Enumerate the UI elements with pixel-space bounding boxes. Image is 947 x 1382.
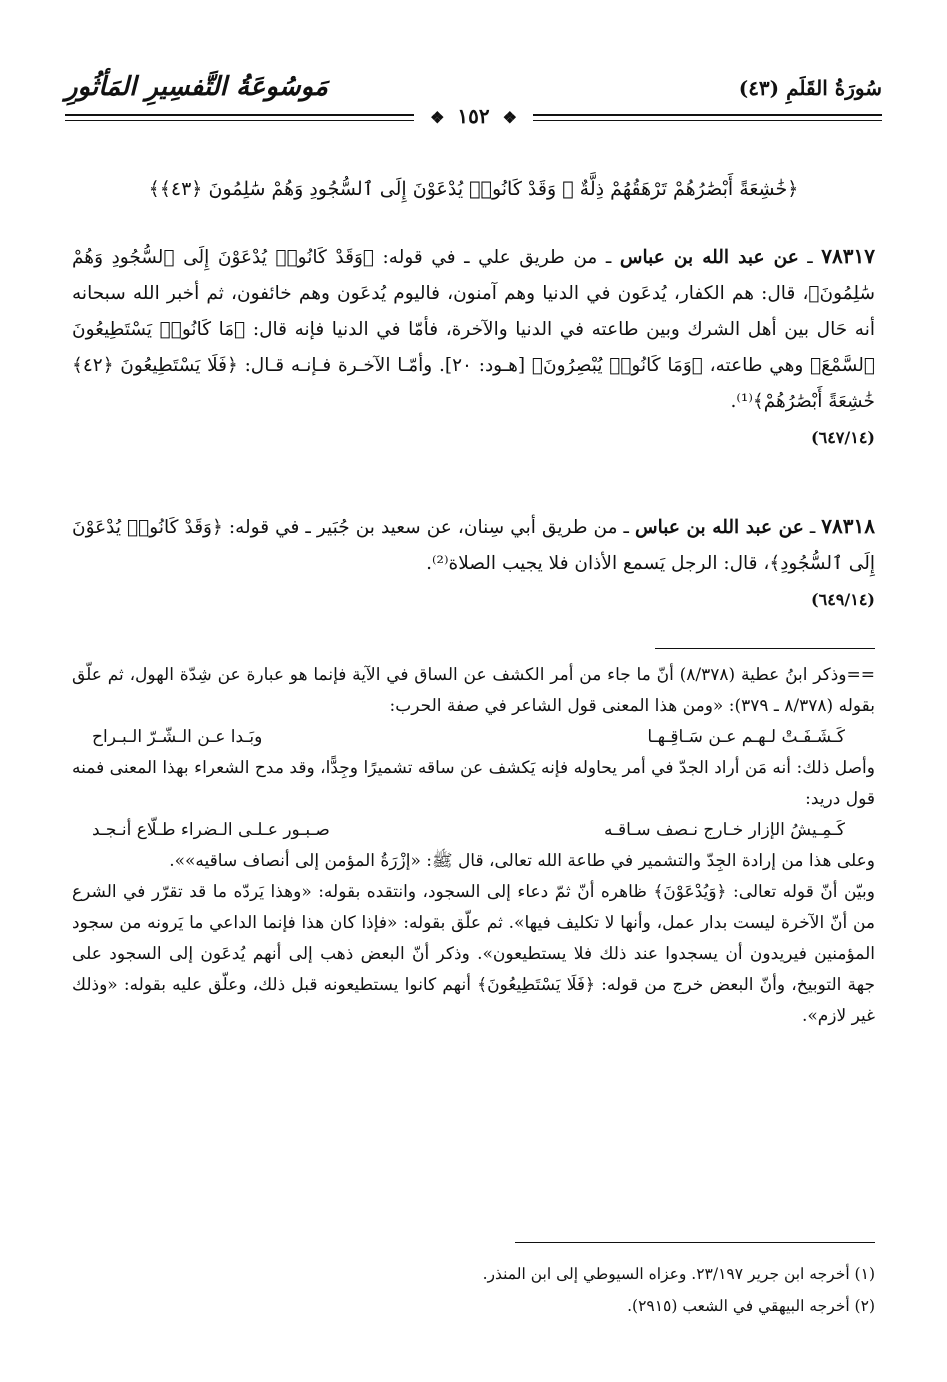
commentary-text: وعلى هذا من إرادة الجِدّ والتشمير في طاعة الله تعالى، قال ﷺ: «إزْرَةُ المؤمن إلى أنصاف ساقيه»». bbox=[169, 851, 875, 871]
entry-number: ٧٨٣١٨ bbox=[821, 514, 876, 538]
footnotes bbox=[72, 1258, 875, 1322]
commentary-text: وبيّن أنّ قوله تعالى: ﴿وَيُدْعَوْنَ﴾ ظاهره أنّ ثمّ دعاء إلى السجود، وانتقده بقوله: «وهذا يَردّه ما قد تقرّر في الشرع من أنّ الآخرة ليست بدار عمل، وأنها لا تكليف فيها». ثم علّق بقوله: «فإذا كان هذا فإنما الداعي ما يَرونه من سجود المؤمنين فيريدون أن يسجدوا عند ذلك فلا يستطيعون». وذكر أنّ البعض ذهب إلى أنهم يُدعَون إلى السجود على جهة التوبيخ، وأنّ البعض خرج من قوله: ﴿فَلَا يَسْتَطِيعُونَ﴾ أنهم كانوا يستطيعونه قبل ذلك، وعلّق عليه بقوله: «وذلك غير لازم». bbox=[72, 882, 875, 1026]
quran-verse: ﴿خَٰشِعَةً أَبْصَٰرُهُمْ تَرْهَقُهُمْ ذِلَّةٌ ۖ وَقَدْ كَانُوا۟ يُدْعَوْنَ إِلَى ٱلسُّجُودِ وَهُمْ سَٰلِمُونَ ﴿٤٣﴾﴾ bbox=[148, 178, 799, 200]
ornament-icon: ❖ bbox=[502, 108, 517, 127]
ornament-icon: ❖ bbox=[430, 108, 445, 127]
poem-verse bbox=[72, 815, 875, 846]
page-header bbox=[65, 62, 882, 132]
commentary-intro bbox=[72, 660, 875, 722]
entry-narrator: عن عبد الله بن عباس bbox=[635, 517, 804, 538]
poem-hemistich: وبَـدا عـن الـشّـرّ الـبـراح bbox=[92, 727, 263, 747]
commentary-block bbox=[72, 660, 875, 1032]
entry-reference: (٦٤٩/١٤) bbox=[811, 590, 875, 609]
entry-reference: (٦٤٧/١٤) bbox=[811, 428, 875, 447]
entry-text: ـ من طريق علي ـ في قوله: ﴿وَقَدْ كَانُوا۟ يُدْعَوْنَ إِلَى ٱلسُّجُودِ وَهُمْ سَٰلِمُونَ﴾، قال: هم الكفار، يُدعَون في الدنيا وهم آمنون، فاليوم يُدعَون وهم خائفون، ثم أخبر الله سبحانه أنه حَال بين أهل الشرك وبين طاعته في الدنيا والآخرة، فأمّا في الدنيا فإنه قال: ﴿مَا كَانُوا۟ يَسْتَطِيعُونَ ٱلسَّمْعَ﴾ وهي طاعته، ﴿وَمَا كَانُوا۟ يُبْصِرُونَ﴾ [هـود: ٢٠]. وأمّـا الآخـرة فـإنـه قـال: ﴿فَلَا يَسْتَطِيعُونَ ﴿٤٢﴾ خَٰشِعَةً أَبْصَٰرُهُمْ﴾⁽¹⁾. bbox=[72, 247, 875, 412]
poem-hemistich: كَـشَـفَـتْ لـهـم عـن سَـاقِـهـا bbox=[647, 727, 845, 747]
book-title: مَوسُوعَةُ التَّفسِيرِ المَأثُورِ bbox=[65, 72, 328, 102]
commentary-text: وأصل ذلك: أنه مَن أراد الجدّ في أمر يحاوله فإنه يَكشف عن ساقه تشميرًا وجِدًّا، وقد مدح الشعراء بهذا المعنى فمنه قول دريد: bbox=[72, 758, 875, 809]
narration-entry: ٧٨٣١٧ ـ عن عبد الله بن عباس ـ من طريق علي ـ في قوله: ﴿وَقَدْ كَانُوا۟ يُدْعَوْنَ إِلَى ٱلسُّجُودِ وَهُمْ سَٰلِمُونَ﴾، قال: هم الكفار، يُدعَون في الدنيا وهم آمنون، فاليوم يُدعَون وهم خائفون، ثم أخبر الله سبحانه أنه حَال بين أهل الشرك وبين طاعته في الدنيا والآخرة، فأمّا في الدنيا فإنه قال: ﴿مَا كَانُوا۟ يَسْتَطِيعُونَ ٱلسَّمْعَ﴾ وهي طاعته، ﴿وَمَا كَانُوا۟ يُبْصِرُونَ﴾ [هـود: ٢٠]. وأمّـا الآخـرة فـإنـه قـال: ﴿فَلَا يَسْتَطِيعُونَ ﴿٤٢﴾ خَٰشِعَةً أَبْصَٰرُهُمْ﴾⁽¹⁾. (٦٤٧/١٤) bbox=[72, 238, 875, 456]
narration-entry: ٧٨٣١٨ ـ عن عبد الله بن عباس ـ من طريق أبي سِنان، عن سعيد بن جُبَير ـ في قوله: ﴿وَقَدْ كَانُوا۟ يُدْعَوْنَ إِلَى ٱلسُّجُودِ﴾، قال: الرجل يَسمع الأذان فلا يجيب الصلاة⁽²⁾. (٦٤٩/١٤) bbox=[72, 508, 875, 618]
surah-title: سُورَةُ القَلَمِ (٤٣) bbox=[738, 76, 882, 100]
poem-hemistich: صـبـور عـلـى الـضراء طـلّاع أنـجـد bbox=[92, 820, 330, 840]
entry-text: ـ من طريق أبي سِنان، عن سعيد بن جُبَير ـ في قوله: ﴿وَقَدْ كَانُوا۟ يُدْعَوْنَ إِلَى ٱلسُّجُودِ﴾، قال: الرجل يَسمع الأذان فلا يجيب الصلاة⁽²⁾. bbox=[72, 517, 875, 574]
entry-narrator: عن عبد الله بن عباس bbox=[619, 247, 799, 268]
commentary-text: وذكر ابنُ عطية (٨/٣٧٨) أنّ ما جاء من أمر الكشف عن الساق في الآية فإنما هو عبارة عن شِدّة الهول، ثم علّق بقوله (٨/٣٧٨ ـ ٣٧٩): «ومن هذا المعنى قول الشاعر في صفة الحرب: bbox=[72, 665, 875, 716]
page-number: ١٥٢ bbox=[457, 104, 490, 128]
poem-hemistich: كَـمِـيشُ الإزار خـارج نـصف سـاقـه bbox=[603, 820, 845, 840]
entry-number: ٧٨٣١٧ bbox=[821, 244, 876, 268]
continuation-marker: == bbox=[846, 665, 876, 685]
commentary-separator bbox=[655, 648, 875, 649]
poem-verse bbox=[72, 722, 875, 753]
page-number-block bbox=[414, 104, 533, 128]
footnote: (٢) أخرجه البيهقي في الشعب (٢٩١٥). bbox=[627, 1297, 875, 1315]
footnote: (١) أخرجه ابن جرير ٢٣/١٩٧. وعزاه السيوطي إلى ابن المنذر. bbox=[482, 1265, 875, 1283]
footnote-separator bbox=[515, 1242, 875, 1243]
